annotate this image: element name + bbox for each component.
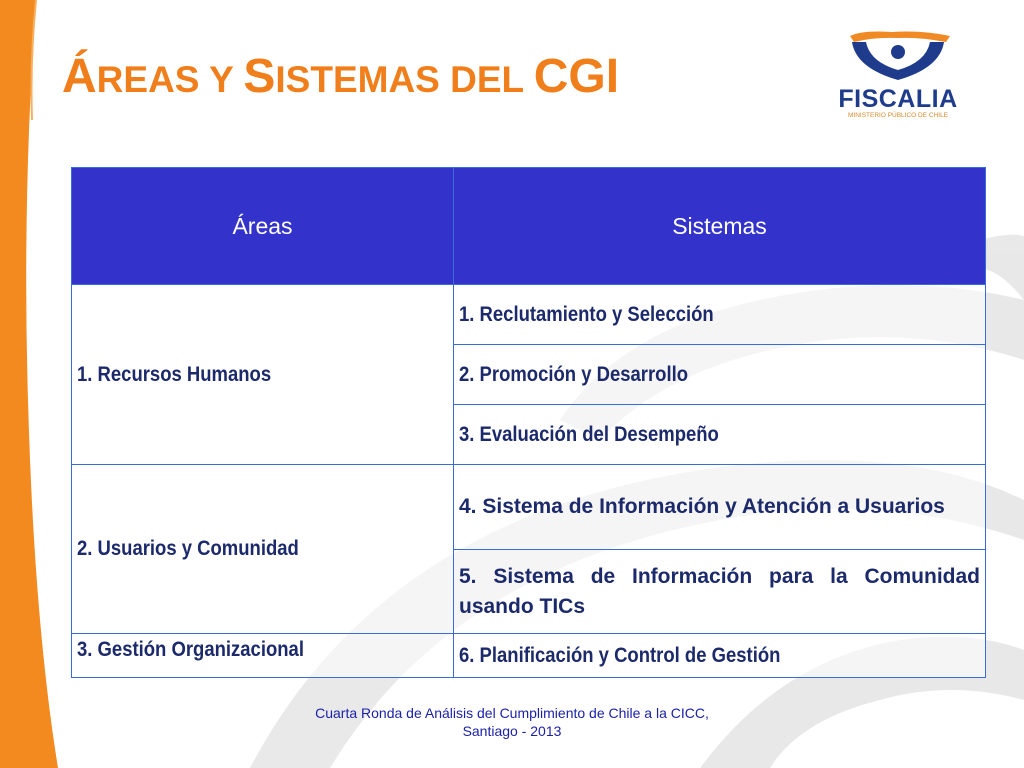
area-cell-gestion-organizacional xyxy=(72,634,454,678)
header-sistemas: Sistemas xyxy=(454,168,986,285)
area-cell-recursos-humanos xyxy=(72,285,454,465)
footer-line-1: Cuarta Ronda de Análisis del Cumplimiento de Chile a la CICC, xyxy=(315,705,709,721)
table-row xyxy=(72,285,986,345)
title-initial-1: Á xyxy=(62,50,97,103)
footer xyxy=(0,704,1024,740)
table-header-row xyxy=(72,168,986,285)
title-rest-2: ISTEMAS DEL xyxy=(275,59,534,100)
system-cell xyxy=(454,465,986,550)
fiscalia-logo xyxy=(822,28,974,124)
footer-line-2: Santiago - 2013 xyxy=(462,723,562,739)
system-label: 6. Planificación y Control de Gestión xyxy=(459,643,781,667)
table-row xyxy=(72,465,986,550)
table-row xyxy=(72,634,986,678)
title-initial-2: S xyxy=(243,50,276,103)
area-label: 2. Usuarios y Comunidad xyxy=(77,537,299,560)
system-cell xyxy=(454,550,986,634)
title-rest-1: REAS Y xyxy=(96,59,244,100)
system-cell xyxy=(454,634,986,678)
system-label: 2. Promoción y Desarrollo xyxy=(459,362,689,386)
logo-wordmark: FISCALIA xyxy=(838,85,958,113)
page-title xyxy=(62,52,619,105)
system-label: 5. Sistema de Información para la Comunidad usando TICs xyxy=(459,564,980,618)
system-cell xyxy=(454,345,986,405)
title-acronym: CGI xyxy=(533,50,620,103)
system-label: 3. Evaluación del Desempeño xyxy=(459,422,719,446)
system-label: 4. Sistema de Información y Atención a Usuarios xyxy=(459,495,945,518)
system-cell xyxy=(454,285,986,345)
areas-systems-table xyxy=(71,167,986,678)
area-label: 3. Gestión Organizacional xyxy=(77,638,304,661)
area-label: 1. Recursos Humanos xyxy=(77,362,272,386)
system-cell xyxy=(454,405,986,465)
orange-arc xyxy=(0,0,58,768)
fiscalia-emblem-icon xyxy=(822,28,974,88)
system-label: 1. Reclutamiento y Selección xyxy=(459,302,714,326)
area-cell-usuarios-comunidad xyxy=(72,465,454,634)
logo-subtitle: MINISTERIO PÚBLICO DE CHILE xyxy=(847,112,949,119)
header-areas: Áreas xyxy=(72,168,454,285)
